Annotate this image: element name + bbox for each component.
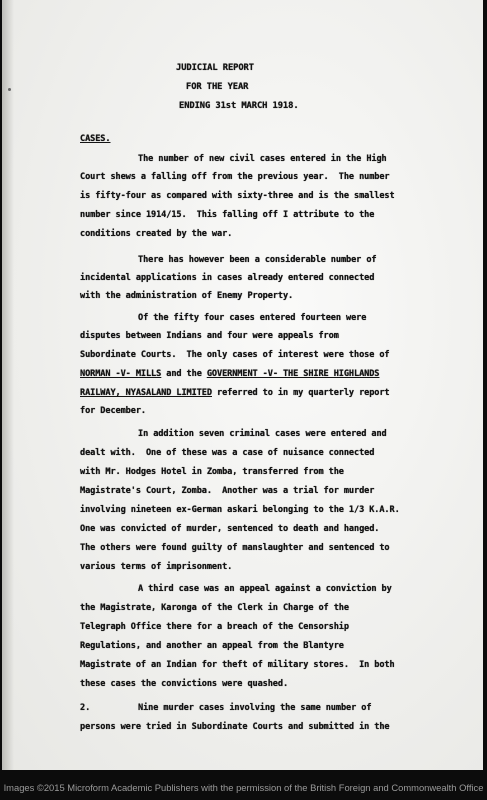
text-line: Subordinate Courts. The only cases of interest were those of xyxy=(80,350,390,360)
text-line: Regulations, and another an appeal from the Blantyre xyxy=(80,641,344,651)
text-line: There has however been a considerable number of xyxy=(138,255,377,265)
text-line: The others were found guilty of manslaughter and sentenced to xyxy=(80,543,390,553)
text-line: Of the fifty four cases entered fourteen were xyxy=(138,313,367,323)
report-subtitle-ending: ENDING 31st MARCH 1918. xyxy=(179,101,299,111)
text-line: Court shews a falling off from the previous year. The number xyxy=(80,172,390,182)
text-line: with Mr. Hodges Hotel in Zomba, transferred from the xyxy=(80,467,344,477)
text-line: incidental applications in cases already entered connected xyxy=(80,273,375,283)
text-line: the Magistrate, Karonga of the Clerk in Charge of the xyxy=(80,603,349,613)
paragraph-number: 2. xyxy=(80,703,91,713)
text-line: various terms of imprisonment. xyxy=(80,562,233,572)
text-line: conditions created by the war. xyxy=(80,229,233,239)
document-page xyxy=(2,0,483,770)
punch-hole-mark xyxy=(8,88,11,91)
text-line: A third case was an appeal against a conviction by xyxy=(138,584,392,594)
text-fragment: referred to in my quarterly report xyxy=(211,388,390,398)
text-line: The number of new civil cases entered in the High xyxy=(138,154,387,164)
text-line: Magistrate's Court, Zomba. Another was a trial for murder xyxy=(80,486,375,496)
text-line: persons were tried in Subordinate Courts and submitted in the xyxy=(80,722,390,732)
text-line: is fifty-four as compared with sixty-three and is the smallest xyxy=(80,191,395,201)
case-name-underlined: GOVERNMENT -V- THE SHIRE HIGHLANDS xyxy=(206,369,380,379)
text-line: In addition seven criminal cases were entered and xyxy=(138,429,387,439)
section-heading: CASES. xyxy=(80,134,111,144)
text-line: these cases the convictions were quashed. xyxy=(80,679,289,689)
copyright-caption: Images ©2015 Microform Academic Publishers with the permission of the British Foreign and Commonwealth Office xyxy=(3,782,484,793)
text-line: disputes between Indians and four were appeals from xyxy=(80,331,339,341)
text-fragment: and the xyxy=(161,369,207,379)
text-line: for December. xyxy=(80,406,146,416)
text-line-mixed xyxy=(80,388,390,398)
text-line: involving nineteen ex-German askari belonging to the 1/3 K.A.R. xyxy=(80,505,400,515)
text-line: Magistrate of an Indian for theft of military stores. In both xyxy=(80,660,395,670)
text-line: number since 1914/15. This falling off I attribute to the xyxy=(80,210,375,220)
text-line-mixed xyxy=(80,369,379,379)
case-name-underlined: RAILWAY, NYASALAND LIMITED xyxy=(80,388,212,398)
case-name-underlined: NORMAN -V- MILLS xyxy=(80,369,162,379)
text-line: with the administration of Enemy Property. xyxy=(80,291,294,301)
report-title: JUDICIAL REPORT xyxy=(176,63,254,73)
text-line: One was convicted of murder, sentenced to death and hanged. xyxy=(80,524,380,534)
text-line: dealt with. One of these was a case of nuisance connected xyxy=(80,448,375,458)
text-line: Nine murder cases involving the same number of xyxy=(138,703,372,713)
report-subtitle-year: FOR THE YEAR xyxy=(186,82,249,92)
text-line: Telegraph Office there for a breach of the Censorship xyxy=(80,622,349,632)
page-edge-shadow xyxy=(2,0,14,770)
